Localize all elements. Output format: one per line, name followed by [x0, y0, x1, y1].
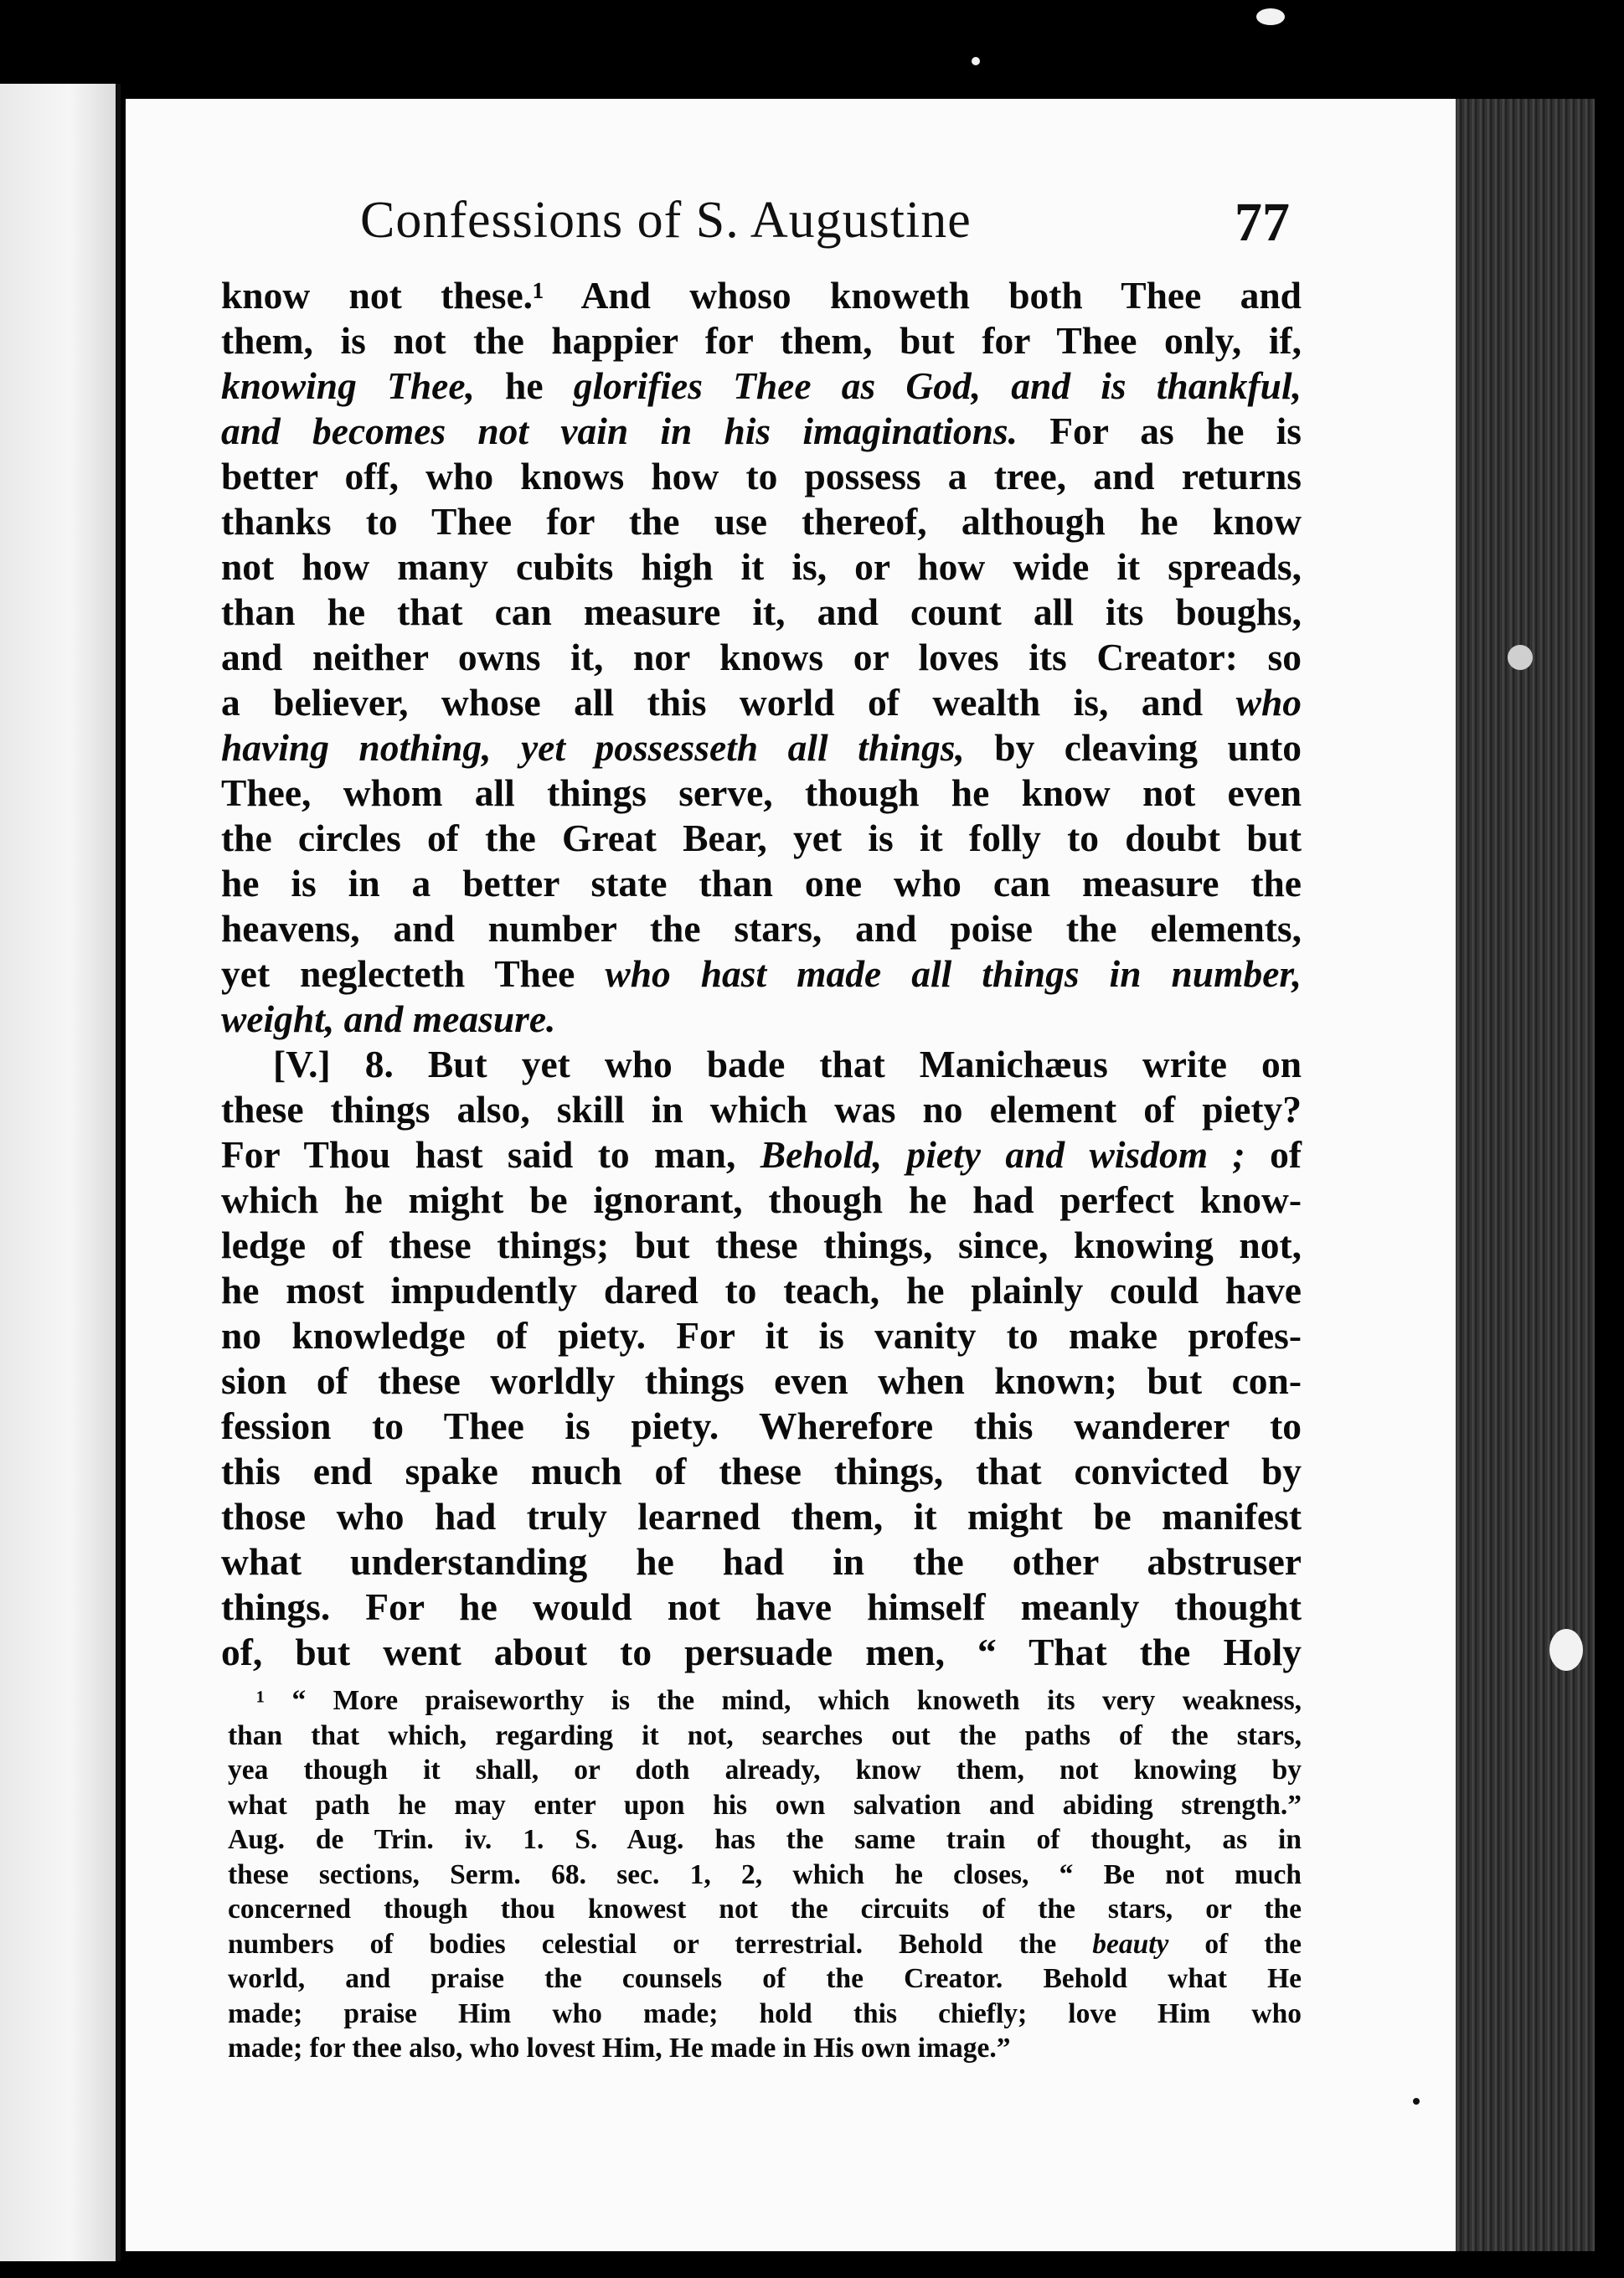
text-line: them, is not the happier for them, but for Thee only, if,	[221, 319, 1302, 362]
footnote-line: yea though it shall, or doth already, know them, not knowing by	[228, 1755, 1302, 1786]
text-run: he	[474, 364, 574, 407]
scan-speck	[972, 57, 980, 65]
text-line: of, but went about to persuade men, “ That the Holy	[221, 1631, 1302, 1673]
text-run: For as he is	[1018, 410, 1302, 452]
text-line: and neither owns it, nor knows or loves its Creator: so	[221, 636, 1302, 678]
running-title: Confessions of S. Augustine	[360, 192, 972, 249]
italic-run: beauty	[1092, 1928, 1169, 1960]
footnote-line: Aug. de Trin. iv. 1. S. Aug. has the same train of thought, as in	[228, 1824, 1302, 1855]
book-fore-edge	[1456, 99, 1595, 2251]
text-run: by cleaving unto	[964, 726, 1302, 769]
text-line: these things also, skill in which was no element of piety?	[221, 1088, 1302, 1131]
italic-run: who hast made all things in number,	[605, 952, 1302, 995]
footnote-line: world, and praise the counsels of the Creator. Behold what He	[228, 1963, 1302, 1994]
ink-dot	[1413, 2098, 1420, 2105]
text-run: For Thou hast said to man,	[221, 1133, 760, 1176]
footnote-line: than that which, regarding it not, searches out the paths of the stars,	[228, 1719, 1302, 1751]
text-run: numbers of bodies celestial or terrestrial. Behold the	[228, 1928, 1093, 1960]
text-run: yet neglecteth Thee	[221, 952, 606, 995]
text-line: this end spake much of these things, that convicted by	[221, 1450, 1302, 1492]
text-line	[221, 409, 1302, 454]
text-line: which he might be ignorant, though he had perfect know-	[221, 1178, 1302, 1221]
text-line: sion of these worldly things even when known; but con-	[221, 1359, 1302, 1402]
text-line: the circles of the Great Bear, yet is it folly to doubt but	[221, 817, 1302, 859]
text-line: ledge of these things; but these things, since, knowing not,	[221, 1224, 1302, 1266]
scan-speck	[1508, 645, 1533, 670]
italic-run: glorifies Thee as God, and is thankful,	[573, 364, 1302, 407]
footnote-line: what path he may enter upon his own salvation and abiding strength.”	[228, 1789, 1302, 1821]
text-line	[221, 1132, 1302, 1178]
text-run: a believer, whose all this world of wealth is, and	[221, 681, 1236, 724]
text-line	[221, 363, 1302, 409]
footnotes	[228, 1683, 1302, 2066]
text-line: know not these.¹ And whoso knoweth both Thee and	[221, 274, 1302, 317]
italic-run: weight, and measure.	[221, 997, 556, 1040]
footnote-line: these sections, Serm. 68. sec. 1, 2, which he closes, “ Be not much	[228, 1858, 1302, 1890]
text-line: he most impudently dared to teach, he plainly could have	[221, 1269, 1302, 1312]
text-line: [V.] 8. But yet who bade that Manichæus write on	[273, 1043, 1302, 1085]
page-number: 77	[1235, 192, 1290, 253]
text-line: no knowledge of piety. For it is vanity to make profes-	[221, 1314, 1302, 1357]
footnote-line: ¹ “ More praiseworthy is the mind, which knoweth its very weakness,	[256, 1685, 1302, 1716]
text-line: not how many cubits high it is, or how wide it spreads,	[221, 545, 1302, 588]
text-line	[221, 951, 1302, 997]
footnote-line: made; for thee also, who lovest Him, He made in His own image.”	[228, 2033, 1011, 2064]
text-line: thanks to Thee for the use thereof, although he know	[221, 500, 1302, 543]
footnote-line	[228, 1927, 1302, 1962]
text-line	[221, 997, 1302, 1042]
footnote-line: made; praise Him who made; hold this chiefly; love Him who	[228, 1997, 1302, 2029]
left-page-edge	[0, 84, 121, 2261]
text-line: those who had truly learned them, it might be manifest	[221, 1495, 1302, 1538]
italic-run: knowing Thee,	[221, 364, 475, 407]
text-line: better off, who knows how to possess a tree, and returns	[221, 455, 1302, 497]
text-line: fession to Thee is piety. Wherefore this wanderer to	[221, 1404, 1302, 1447]
text-line: he is in a better state than one who can measure the	[221, 862, 1302, 904]
text-line: what understanding he had in the other abstruser	[221, 1540, 1302, 1583]
running-head	[360, 191, 1290, 258]
italic-run: Behold, piety and wisdom ;	[760, 1133, 1245, 1176]
text-line: Thee, whom all things serve, though he know not even	[221, 771, 1302, 814]
scan-speck	[1256, 8, 1285, 25]
italic-run: and becomes not vain in his imaginations.	[221, 410, 1018, 452]
italic-run: having nothing, yet possesseth all things,	[221, 726, 965, 769]
italic-run: who	[1235, 681, 1302, 724]
text-line: than he that can measure it, and count all its boughs,	[221, 590, 1302, 633]
scan-speck	[1549, 1629, 1583, 1671]
text-line	[221, 725, 1302, 770]
text-line: things. For he would not have himself meanly thought	[221, 1585, 1302, 1628]
text-run: of	[1245, 1133, 1302, 1176]
text-run: of the	[1168, 1928, 1302, 1960]
text-line: heavens, and number the stars, and poise the elements,	[221, 907, 1302, 950]
body-text	[221, 273, 1302, 1675]
footnote-line: concerned though thou knowest not the circuits of the stars, or the	[228, 1894, 1302, 1925]
text-line	[221, 680, 1302, 725]
